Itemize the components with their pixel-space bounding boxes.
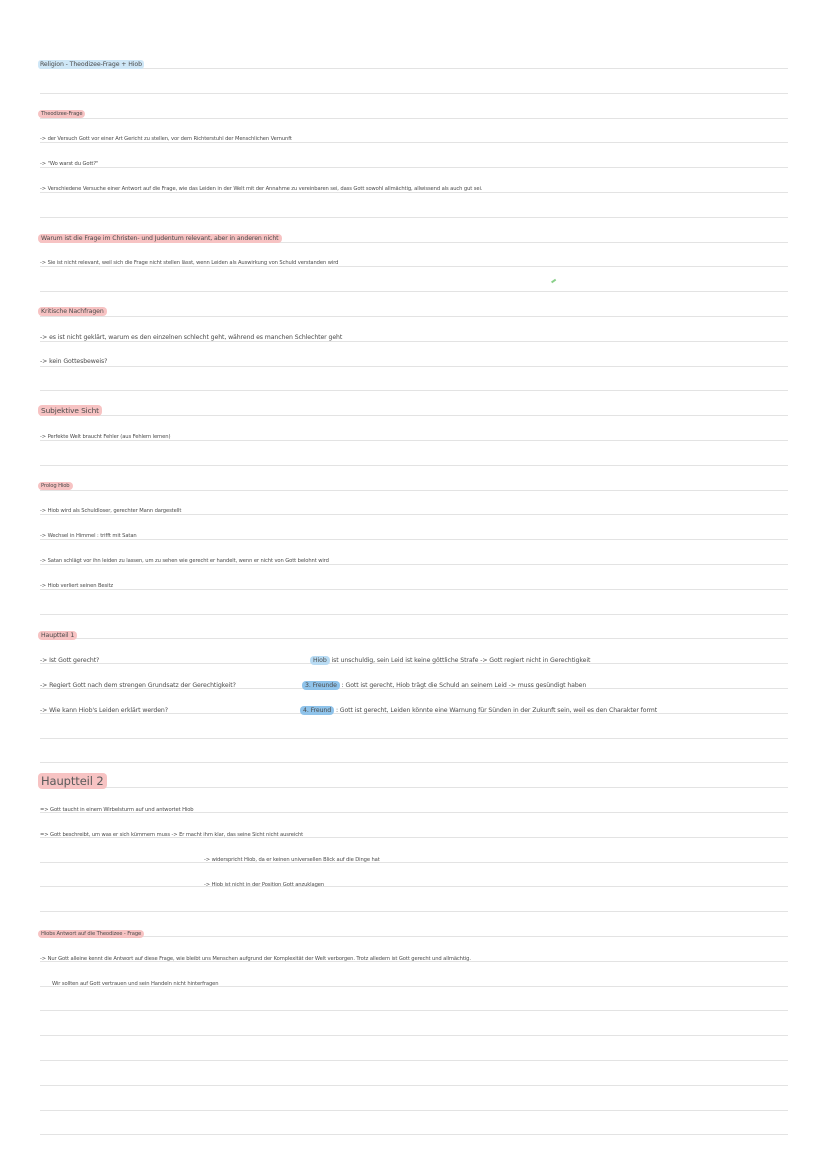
ruled-line: [40, 217, 788, 218]
hauptteil1-answer-1: Hiob ist unschuldig, sein Leid ist keine göttliche Strafe -> Gott regiert nicht in Gerechtigkeit: [310, 657, 590, 664]
ruled-line: [40, 738, 788, 739]
ruled-line: [40, 936, 788, 937]
subjektiv-heading: Subjektive Sicht: [38, 406, 102, 415]
ruled-line: [40, 589, 788, 590]
antwort-line-1: -> Nur Gott alleine kennt die Antwort auf diese Frage, wie bleibt uns Menschen aufgrund der Komplexität der Welt verborgen. Trotz alledem ist Gott gerecht und allmächtig.: [40, 956, 471, 962]
hauptteil1-answer-2: 3. Freunde : Gott ist gerecht, Hiob trägt die Schuld an seinem Leid -> muss gesündigt haben: [302, 682, 586, 689]
ruled-line: [40, 762, 788, 763]
ruled-line: [40, 118, 788, 119]
antwort-line-2: Wir sollten auf Gott vertrauen und sein Handeln nicht hinterfragen: [52, 981, 219, 987]
ruled-line: [40, 1134, 788, 1135]
ruled-line: [40, 862, 788, 863]
ruled-line: [40, 638, 788, 639]
kritisch-heading: Kritische Nachfragen: [38, 308, 107, 315]
hauptteil2-line-1: => Gott taucht in einem Wirbelsturm auf und antwortet Hiob: [40, 807, 194, 813]
hauptteil1-question-1: -> Ist Gott gerecht?: [40, 657, 100, 664]
ruled-line: [40, 787, 788, 788]
ruled-line: [40, 1110, 788, 1111]
ruled-line: [40, 167, 788, 168]
tag-hiob: Hiob: [310, 656, 330, 665]
hauptteil1-heading: Hauptteil 1: [38, 632, 77, 639]
ruled-line: [40, 911, 788, 912]
prolog-line-2: -> Wechsel in Himmel : trifft mit Satan: [40, 533, 137, 539]
warum-heading: Warum ist die Frage im Christen- und Judentum relevant, aber in anderen nicht: [38, 235, 282, 242]
ruled-line: [40, 465, 788, 466]
ruled-line: [40, 142, 788, 143]
hauptteil1-question-3: -> Wie kann Hiob's Leiden erklärt werden?: [40, 707, 168, 714]
ruled-line: [40, 539, 788, 540]
ruled-line: [40, 415, 788, 416]
ruled-line: [40, 1085, 788, 1086]
hauptteil1-question-2: -> Regiert Gott nach dem strengen Grundsatz der Gerechtigkeit?: [40, 682, 236, 689]
theodizee-line-1: -> der Versuch Gott vor einer Art Gericht zu stellen, vor dem Richterstuhl der Menschlichen Vernunft: [40, 136, 292, 142]
ruled-line: [40, 490, 788, 491]
hauptteil1-answer-3: 4. Freund : Gott ist gerecht, Leiden könnte eine Warnung für Sünden in der Zukunft sein, weil es den Charakter formt: [300, 707, 657, 714]
ruled-line: [40, 266, 788, 267]
theodizee-heading: Theodizee-Frage: [38, 111, 85, 117]
hauptteil2-line-3: -> widerspricht Hiob, da er keinen universellen Blick auf die Dinge hat: [204, 857, 380, 863]
kritisch-line-2: -> kein Gottesbeweis?: [40, 358, 108, 365]
theodizee-line-2: -> "Wo warst du Gott?": [40, 161, 99, 167]
ruled-line: [40, 192, 788, 193]
prolog-line-1: -> Hiob wird als Schuldloser, gerechter Mann dargestellt: [40, 508, 182, 514]
hauptteil2-line-2: => Gott beschreibt, um was er sich kümmern muss -> Er macht ihm klar, das seine Sicht nicht ausreicht: [40, 832, 304, 838]
warum-line-1: -> Sie ist nicht relevant, weil sich die Frage nicht stellen lässt, wenn Leiden als Auswirkung von Schuld verstanden wird: [40, 260, 339, 266]
ruled-line: [40, 564, 788, 565]
ruled-line: [40, 886, 788, 887]
ruled-line: [40, 68, 788, 69]
ruled-line: [40, 390, 788, 391]
ruled-line: [40, 291, 788, 292]
theodizee-line-3: -> Verschiedene Versuche einer Antwort auf die Frage, wie das Leiden in der Welt mit der Annahme zu vereinbaren sei, dass Gott sowohl allmächtig, allwissend als auch gut sei.: [40, 186, 483, 192]
kritisch-line-1: -> es ist nicht geklärt, warum es den einzelnen schlecht geht, während es manchen Schlechter geht: [40, 334, 343, 341]
ruled-line: [40, 1035, 788, 1036]
prolog-line-3: -> Satan schlägt vor ihn leiden zu lassen, um zu sehen wie gerecht er handelt, wenn er nicht von Gott belohnt wird: [40, 558, 329, 564]
hauptteil2-heading: Hauptteil 2: [38, 774, 107, 788]
tag-3-freunde: 3. Freunde: [302, 681, 340, 690]
ruled-line: [40, 366, 788, 367]
ruled-line: [40, 440, 788, 441]
tag-4-freund: 4. Freund: [300, 706, 334, 715]
subjektiv-line-1: -> Perfekte Welt braucht Fehler (aus Fehlern lernen): [40, 434, 171, 440]
ruled-line: [40, 93, 788, 94]
page-title: Religion - Theodizee-Frage + Hiob: [40, 61, 142, 68]
ruled-line: [40, 1010, 788, 1011]
ruled-line: [40, 341, 788, 342]
hauptteil2-line-4: -> Hiob ist nicht in der Position Gott anzuklagen: [204, 882, 325, 888]
ruled-line: [40, 1060, 788, 1061]
prolog-heading: Prolog Hiob: [38, 483, 73, 489]
ruled-line: [40, 316, 788, 317]
prolog-line-4: -> Hiob verliert seinen Besitz: [40, 583, 114, 589]
ruled-line: [40, 514, 788, 515]
antwort-heading: Hiobs Antwort auf die Theodizee - Frage: [38, 931, 144, 937]
ruled-line: [40, 614, 788, 615]
